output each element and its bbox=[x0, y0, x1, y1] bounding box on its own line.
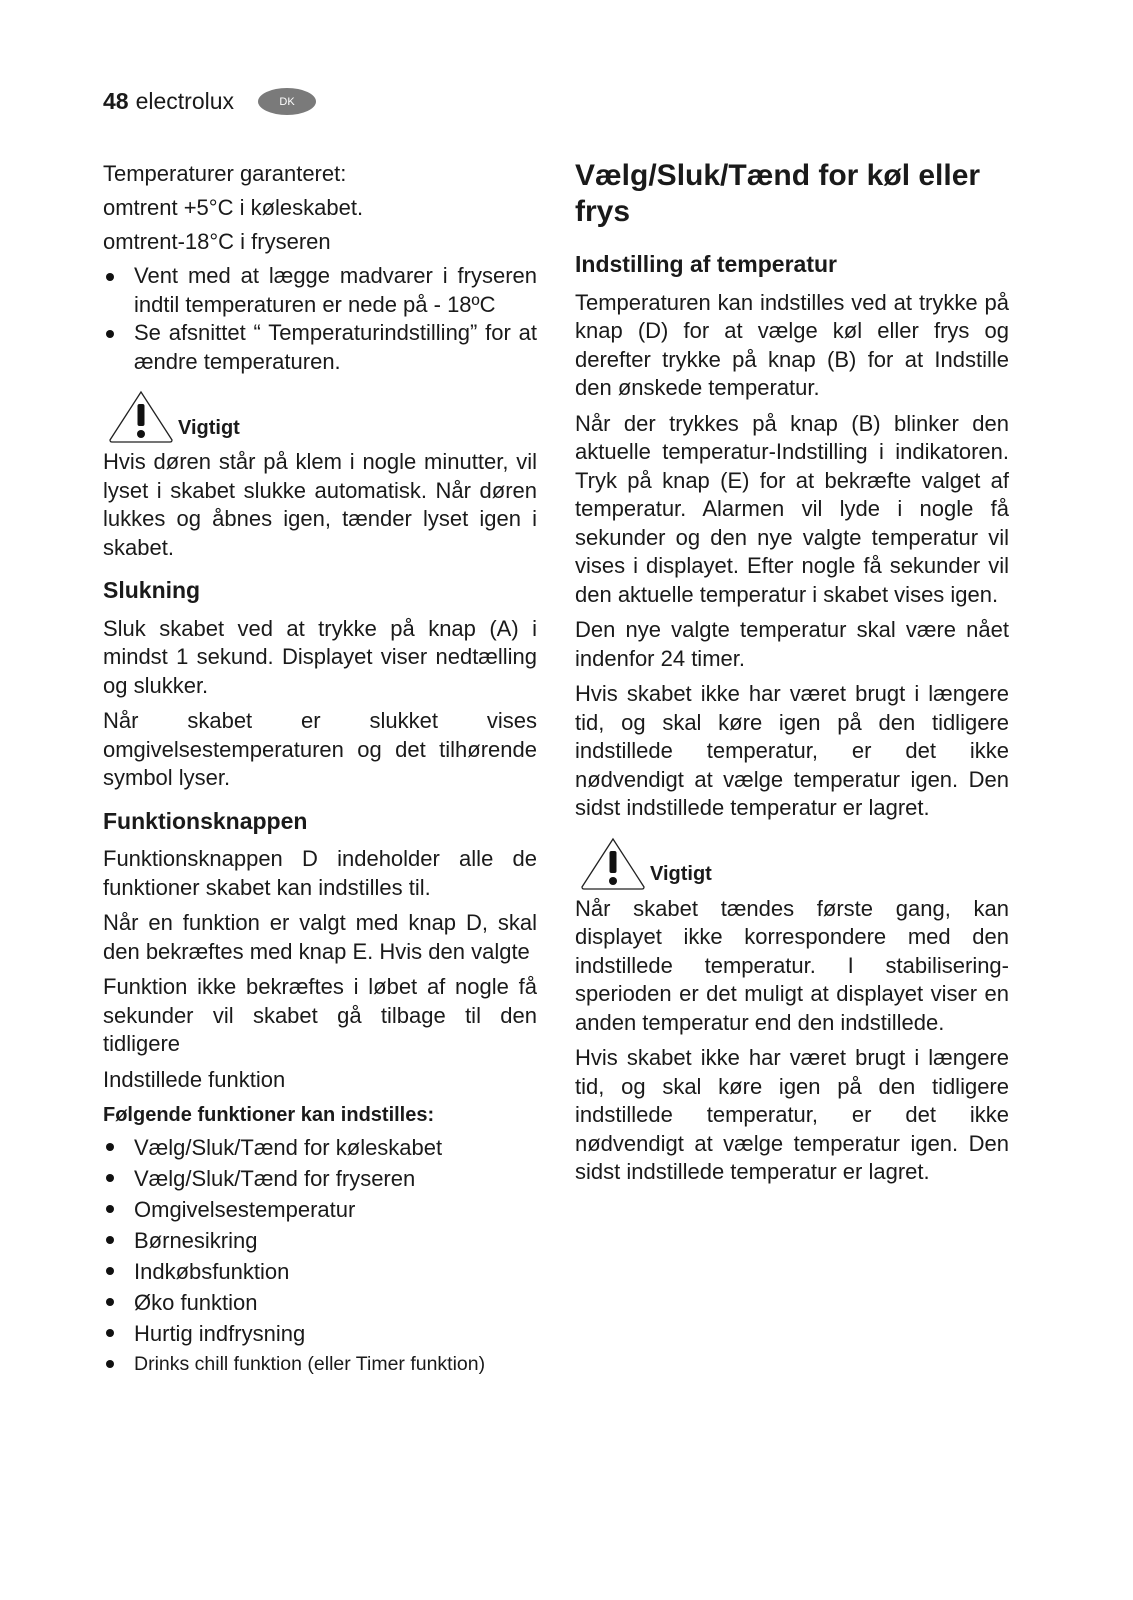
list-item: Indkøbsfunktion bbox=[103, 1256, 537, 1287]
intro-bullets bbox=[103, 262, 537, 376]
list-item: Øko funktion bbox=[103, 1287, 537, 1318]
list-item: Børnesikring bbox=[103, 1225, 537, 1256]
paragraph: Hvis skabet ikke har været brugt i længere tid, og skal køre igen på den tidligere indstillede temperatur, er det ikke nødvendigt at vælge temperatur igen. Den sidst indstillede temperatur er lagret. bbox=[575, 681, 1009, 820]
intro-line: Temperaturer garanteret: bbox=[103, 161, 347, 186]
list-item: Vælg/Sluk/Tænd for fryseren bbox=[103, 1163, 537, 1194]
paragraph: Når en funktion er valgt med knap D, skal den bekræftes med knap E. Hvis den valgte bbox=[103, 910, 537, 964]
left-column bbox=[103, 160, 537, 1386]
brand-name: electrolux bbox=[135, 88, 235, 114]
section-heading-funktionsknappen: Funktionsknappen bbox=[103, 807, 308, 834]
warning-icon bbox=[108, 390, 174, 444]
paragraph: Funktionsknappen D indeholder alle de funktioner skabet kan indstilles til. bbox=[103, 846, 537, 900]
list-item: Vent med at lægge madvarer i fryseren indtil temperaturen er nede på - 18ºC bbox=[103, 262, 537, 319]
section-heading-temperatur: Indstilling af temperatur bbox=[575, 251, 837, 277]
list-item: Se afsnittet “ Temperaturindstilling” for at ændre temperaturen. bbox=[103, 319, 537, 376]
paragraph: Temperaturen kan indstilles ved at trykke på knap (D) for at vælge køl eller frys og derefter trykke på knap (B) for at Indstille den ønskede temperatur. bbox=[575, 289, 1009, 400]
warning-label: Vigtigt bbox=[178, 416, 240, 439]
warning-callout bbox=[108, 390, 537, 444]
list-item: Drinks chill funktion (eller Timer funktion) bbox=[103, 1349, 537, 1380]
intro-line: omtrent +5°C i køleskabet. bbox=[103, 195, 364, 220]
page-number: 48 bbox=[103, 88, 129, 114]
list-item: Hurtig indfrysning bbox=[103, 1318, 537, 1349]
warning-text: Når skabet tændes første gang, kan displayet ikke korrespondere med den indstillede temperatur. I stabilisering-sperioden er det muligt at displayet viser en anden temperatur end den indstillede. bbox=[575, 895, 1009, 1035]
paragraph: Den nye valgte temperatur skal være nået indenfor 24 timer. bbox=[575, 617, 1009, 671]
list-item: Vælg/Sluk/Tænd for køleskabet bbox=[103, 1132, 537, 1163]
paragraph: Indstillede funktion bbox=[103, 1066, 286, 1092]
warning-text: Hvis døren står på klem i nogle minutter, vil lyset i skabet slukke automatisk. Når døren lukkes og åbnes igen, tænder lyset igen i skabet. bbox=[103, 449, 537, 560]
page-header bbox=[103, 88, 316, 115]
page-title: Vælg/Sluk/Tænd for køl eller frys bbox=[575, 159, 981, 228]
warning-callout bbox=[580, 837, 1009, 891]
intro-line: omtrent-18°C i fryseren bbox=[103, 229, 331, 254]
warning-icon bbox=[580, 837, 646, 891]
paragraph: Når der trykkes på knap (B) blinker den aktuelle temperatur-Indstilling i indikatoren. Tryk på knap (E) for at bekræfte valget af temperatur. Alarmen vil lyde i nogle få sekunder og den nye valgte temperatur vil vises i displayet. Efter nogle få sekunder vil den aktuelle temperatur i skabet vises igen. bbox=[575, 410, 1009, 607]
paragraph: Når skabet er slukket vises omgivelsestemperaturen og det tilhørende symbol lyser. bbox=[103, 708, 537, 790]
warning-text: Hvis skabet ikke har været brugt i længere tid, og skal køre igen på den tidligere indstillede temperatur, er det ikke nødvendigt at vælge temperatur igen. Den sidst indstillede temperatur er lagret. bbox=[575, 1045, 1009, 1184]
language-badge: DK bbox=[258, 88, 316, 115]
paragraph: Funktion ikke bekræftes i løbet af nogle få sekunder vil skabet gå tilbage til den tidligere bbox=[103, 974, 537, 1056]
functions-list-title: Følgende funktioner kan indstilles: bbox=[103, 1104, 435, 1126]
section-heading-slukning: Slukning bbox=[103, 577, 201, 603]
warning-label: Vigtigt bbox=[650, 863, 712, 885]
functions-list bbox=[103, 1132, 537, 1380]
paragraph: Sluk skabet ved at trykke på knap (A) i mindst 1 sekund. Displayet viser nedtælling og slukker. bbox=[103, 615, 537, 698]
right-column bbox=[575, 158, 1009, 1194]
list-item: Omgivelsestemperatur bbox=[103, 1194, 537, 1225]
